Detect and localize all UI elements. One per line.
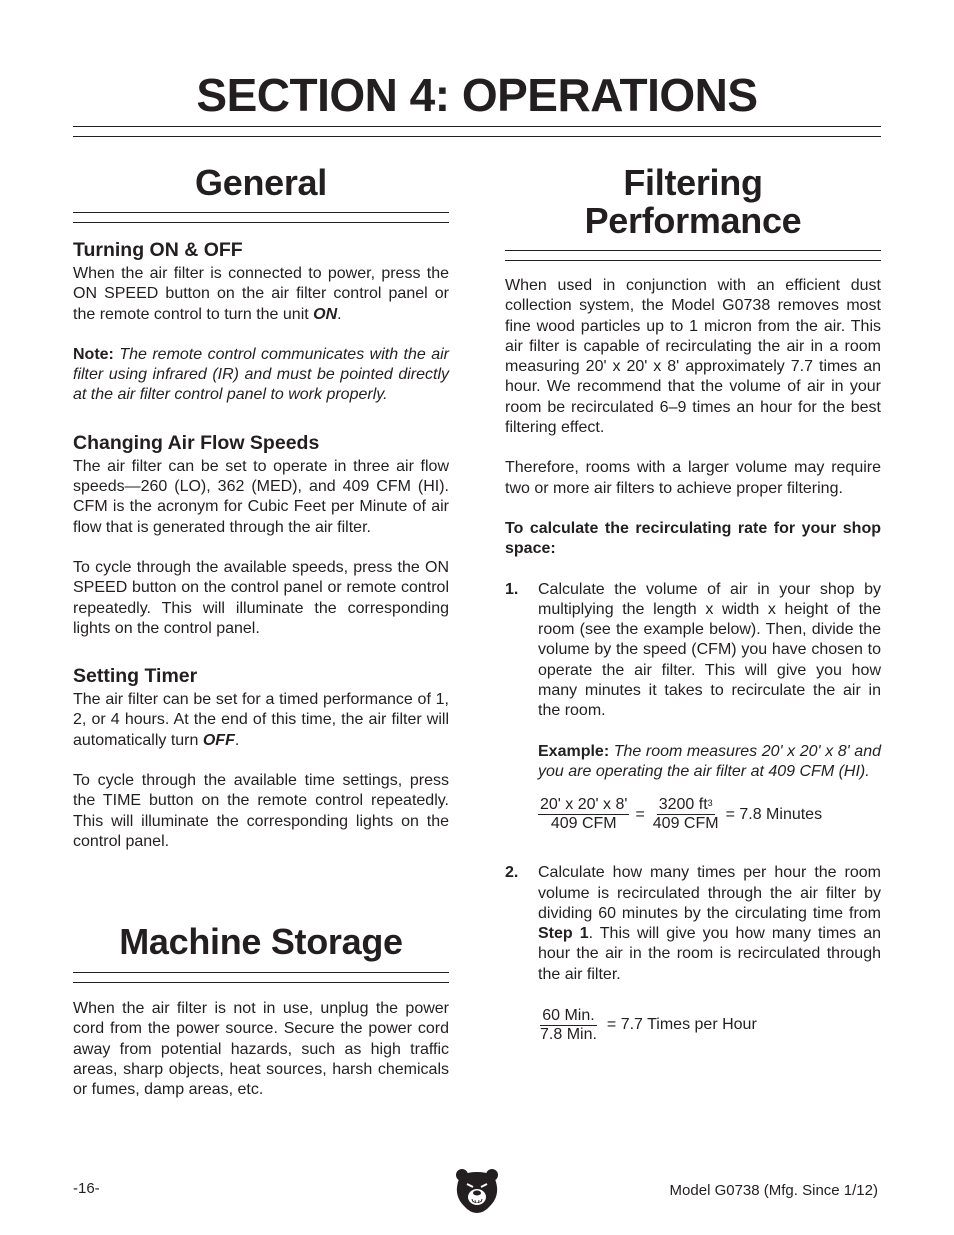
filtering-heading-rule (505, 250, 881, 261)
example-text: The room measures 20' x 20' x 8' and you are operating the air filter at 409 CFM (HI). (538, 742, 882, 780)
general-heading-rule (73, 212, 449, 223)
eq1-numerator-b-text: 3200 ft (658, 796, 708, 814)
speeds-heading: Changing Air Flow Speeds (73, 431, 320, 454)
step-1-number: 1. (505, 580, 519, 598)
filtering-heading-block (505, 164, 881, 240)
filtering-paragraph-1: When used in conjunction with an efficient dust collection system, the Model G0738 removes most fine wood particles up to 1 micron from the air. This air filter is capable of recirculating the air in a room measuring 20' x 20' x 8' approximately 7.7 times an hour. We recommend that the volume of air in your room be recirculated 6–9 times an hour for the best filtering effect. (505, 277, 881, 437)
step-2-number: 2. (505, 864, 519, 882)
step-2-text-b: Step 1 (538, 925, 589, 943)
section-title: SECTION 4: OPERATIONS (196, 69, 758, 121)
step-2-text-a: Calculate how many times per hour the room volume is recirculated through the air filter by dividing 60 minutes by the circulating time from (538, 864, 881, 922)
eq1-result: = 7.8 Minutes (725, 805, 823, 823)
turning-text-a: When the air filter is connected to power, press the ON SPEED button on the air filter control panel or the remote control to turn the unit (73, 265, 449, 323)
filtering-heading-line1: Filtering (623, 162, 763, 203)
general-content (73, 238, 449, 852)
timer-heading: Setting Timer (73, 665, 198, 688)
eq1-denominator-a: 409 CFM (550, 815, 617, 833)
storage-heading-rule (73, 972, 449, 983)
step-1-text: Calculate the volume of air in your shop by multiplying the length x width x height of the room (see the example below). Then, divide the volume by the speed (CFM) you have chosen to operate the air filter. This will give you how many minutes it takes to recirculate the air in the room. (538, 580, 881, 720)
left-column (73, 164, 449, 202)
example-paragraph (538, 742, 881, 783)
equation-1-fraction-b (651, 796, 721, 833)
storage-paragraph: When the air filter is not in use, unplug the power cord from the power source. Secure the power cord away from potential hazards, such as high traffic areas, sharp objects, heat sources, harsh chemicals or fumes, damp areas, etc. (73, 1000, 449, 1099)
filtering-content (505, 276, 881, 1044)
filtering-heading-line2: Performance (584, 200, 802, 241)
eq2-result: = 7.7 Times per Hour (606, 1016, 757, 1034)
timer-paragraph-1 (73, 690, 449, 751)
note-label: Note: (73, 345, 120, 363)
timer-paragraph-2: To cycle through the available time settings, press the TIME button on the remote control repeatedly. This will illuminate the corresponding lights on the control panel. (73, 772, 449, 850)
eq1-equals: = (635, 805, 645, 823)
general-heading: General (195, 162, 327, 203)
speeds-paragraph-2: To cycle through the available speeds, press the ON SPEED button on the control panel or remote control repeatedly. This will illuminate the corresponding lights on the control panel. (73, 558, 449, 637)
turning-paragraph (73, 264, 449, 325)
eq2-numerator: 60 Min. (542, 1007, 595, 1025)
page-number: -16- (73, 1180, 100, 1197)
eq1-numerator-b-sup: 3 (707, 798, 713, 809)
storage-content (73, 999, 449, 1100)
step-2 (505, 863, 881, 1044)
eq1-numerator-a: 20' x 20' x 8' (540, 796, 628, 814)
section-title-rule (73, 126, 881, 137)
eq2-denominator: 7.8 Min. (540, 1026, 597, 1044)
speeds-paragraph-1: The air filter can be set to operate in three air flow speeds—260 (LO), 362 (MED), and 409 CFM (HI). CFM is the acronym for Cubic Feet per Minute of air flow that is generated through the air filter. (73, 457, 449, 536)
equation-2 (538, 1007, 881, 1044)
timer-text-a: The air filter can be set for a timed performance of 1, 2, or 4 hours. At the end of this time, the air filter will automatically turn (73, 691, 449, 749)
timer-text-c: . (234, 731, 240, 749)
equation-1 (538, 796, 881, 833)
step-2-text-c: . This will give you how many times an hour the air in the room is recirculated through the air filter. (538, 925, 882, 983)
eq1-denominator-b: 409 CFM (652, 815, 719, 833)
turning-heading: Turning ON & OFF (73, 239, 243, 261)
eq1-numerator-b (657, 796, 715, 815)
equation-2-fraction (538, 1007, 599, 1044)
example-label: Example: (538, 742, 614, 760)
storage-heading-block (73, 923, 449, 961)
calc-heading: To calculate the recirculating rate for your shop space: (505, 519, 881, 558)
turning-text-on: ON (313, 305, 338, 323)
storage-heading: Machine Storage (119, 921, 403, 962)
model-footer: Model G0738 (Mfg. Since 1/12) (669, 1182, 878, 1199)
equation-1-fraction-a (538, 796, 629, 833)
filtering-paragraph-2: Therefore, rooms with a larger volume may require two or more air filters to achieve proper filtering. (505, 459, 881, 497)
bear-head-logo-icon (454, 1166, 500, 1214)
step-1 (505, 580, 881, 834)
timer-text-off: OFF (202, 731, 235, 749)
note-paragraph (73, 345, 449, 406)
step-2-text (538, 863, 881, 985)
note-text: The remote control communicates with the air filter using infrared (IR) and must be pointed directly at the air filter control panel to work properly. (73, 345, 450, 404)
turning-text-c: . (337, 305, 342, 323)
